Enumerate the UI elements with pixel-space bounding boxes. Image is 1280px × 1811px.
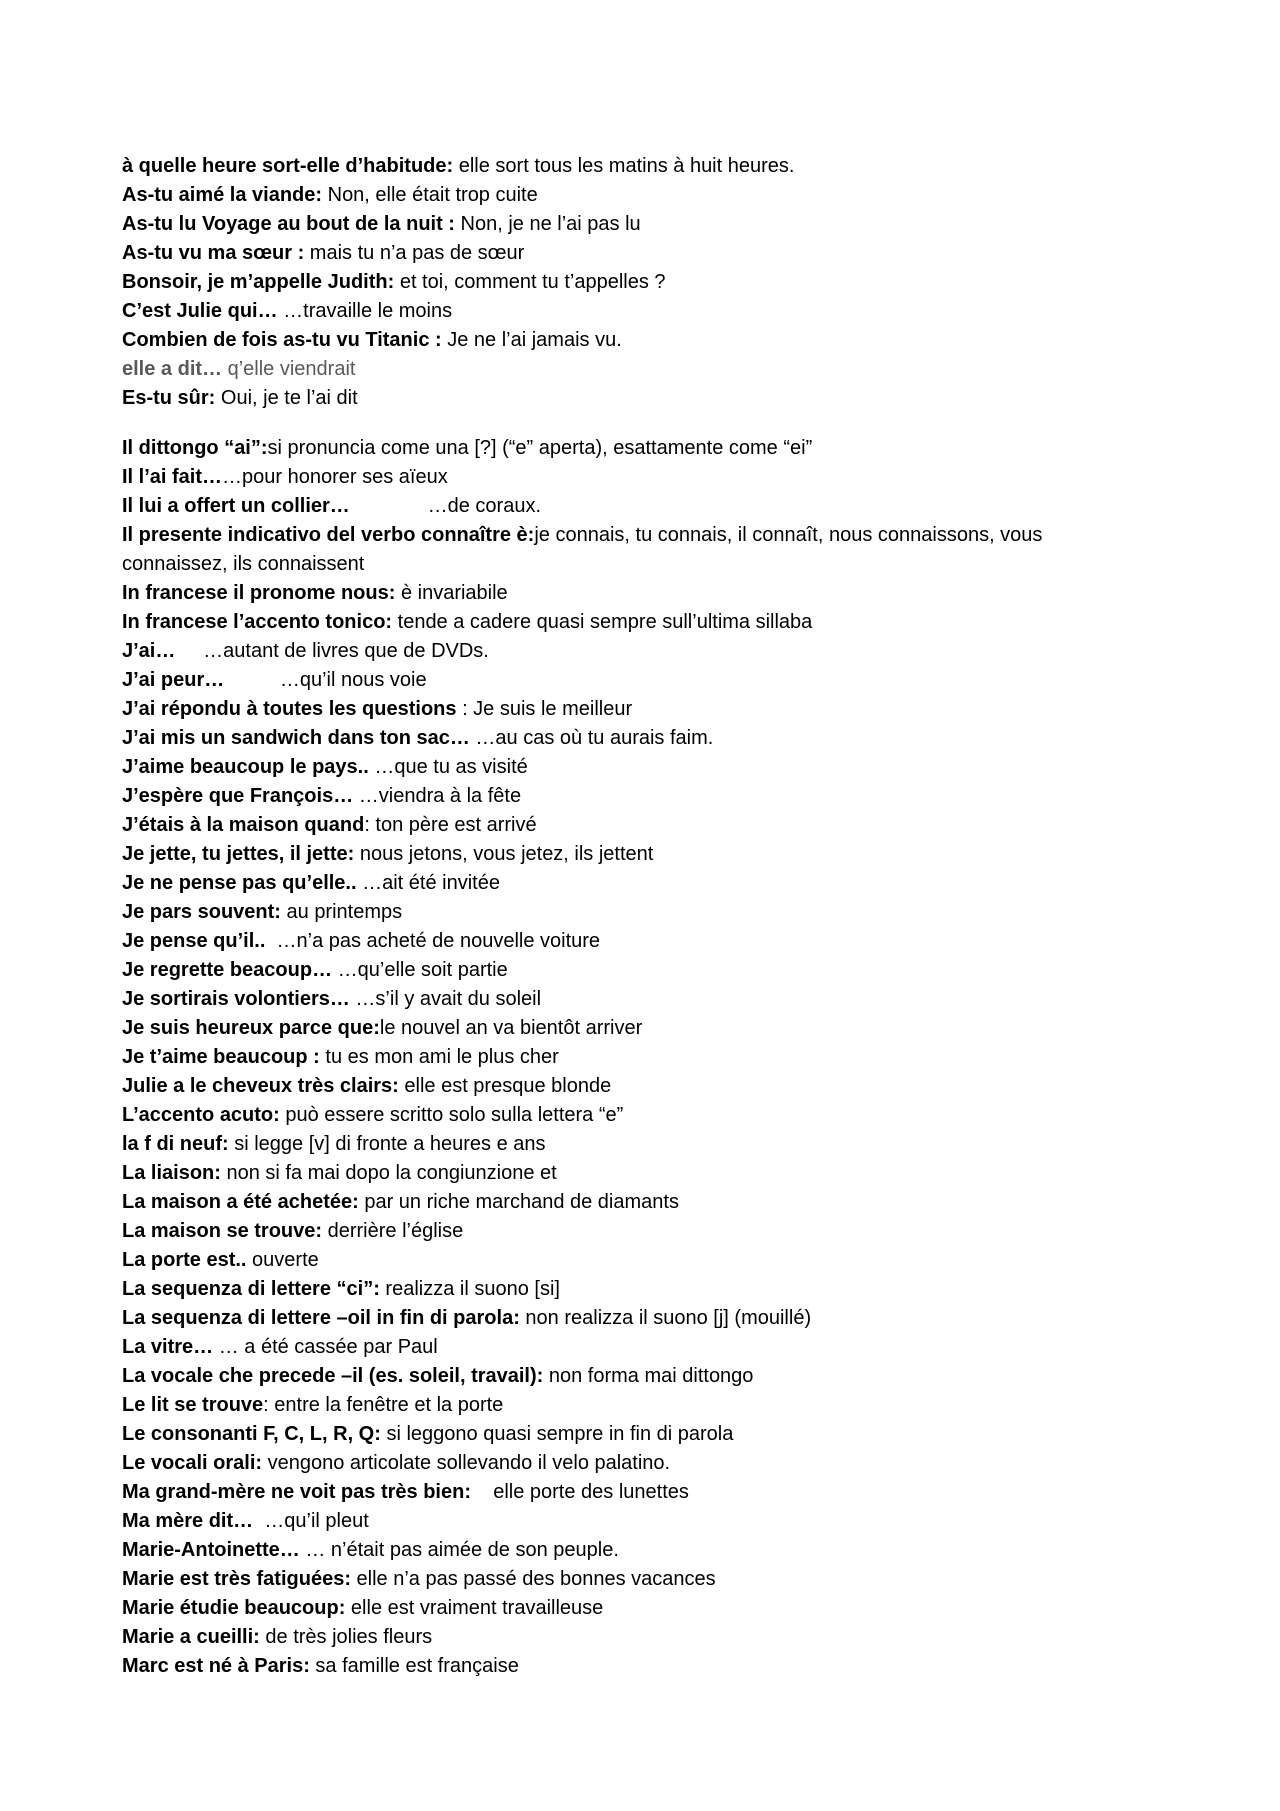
- entry-term: Es-tu sûr:: [122, 387, 216, 409]
- qa-entry: [122, 1275, 1122, 1304]
- entry-term: Je sortirais volontiers…: [122, 988, 350, 1010]
- paragraph-gap: [122, 413, 1122, 434]
- qa-entry: [122, 1449, 1122, 1478]
- entry-answer: Je ne l’ai jamais vu.: [441, 329, 622, 351]
- entry-answer: è invariabile: [395, 582, 508, 604]
- entry-answer: non realizza il suono [j] (mouillé): [519, 1307, 812, 1329]
- qa-entry: [122, 1333, 1122, 1362]
- qa-entry: [122, 956, 1122, 985]
- qa-entry: [122, 463, 1122, 492]
- entry-answer: …viendra à la fête: [353, 785, 522, 807]
- entry-answer: elle porte des lunettes: [470, 1481, 689, 1503]
- entry-term: J’espère que François…: [122, 785, 354, 807]
- qa-entry: [122, 637, 1122, 666]
- entry-term: J’ai peur…: [122, 669, 225, 691]
- entry-term: As-tu vu ma sœur :: [122, 242, 305, 264]
- entry-term: J’étais à la maison quand: [122, 814, 365, 836]
- entry-answer: par un riche marchand de diamants: [358, 1191, 679, 1213]
- entry-answer: si leggono quasi sempre in fin di parola: [380, 1423, 734, 1445]
- entry-answer: si legge [v] di fronte a heures e ans: [228, 1133, 546, 1155]
- entry-answer: mais tu n’a pas de sœur: [304, 242, 525, 264]
- qa-entry: [122, 434, 1122, 463]
- entry-answer: si pronuncia come una [?] (“e” aperta), esattamente come “ei”: [267, 437, 813, 459]
- entry-answer: de très jolies fleurs: [259, 1626, 433, 1648]
- entry-term: J’ai répondu à toutes les questions: [122, 698, 457, 720]
- qa-entry: [122, 152, 1122, 181]
- qa-entry: [122, 753, 1122, 782]
- entry-term: La vitre…: [122, 1336, 214, 1358]
- entry-answer: : entre la fenêtre et la porte: [263, 1394, 504, 1416]
- entry-term: La maison a été achetée:: [122, 1191, 359, 1213]
- qa-entry: [122, 1217, 1122, 1246]
- entry-answer: non forma mai dittongo: [543, 1365, 754, 1387]
- entry-term: In francese l’accento tonico:: [122, 611, 393, 633]
- entry-answer: Oui, je te l’ai dit: [215, 387, 358, 409]
- qa-entry: [122, 1565, 1122, 1594]
- entry-answer: non si fa mai dopo la congiunzione et: [220, 1162, 557, 1184]
- qa-entry: [122, 355, 1122, 384]
- qa-entry: [122, 297, 1122, 326]
- qa-entry: [122, 1188, 1122, 1217]
- entry-term: C’est Julie qui…: [122, 300, 278, 322]
- qa-entry: [122, 326, 1122, 355]
- entry-answer: q’elle viendrait: [222, 358, 356, 380]
- qa-entry: [122, 666, 1122, 695]
- entry-answer: …qu’il nous voie: [224, 669, 427, 691]
- entry-answer: …n’a pas acheté de nouvelle voiture: [265, 930, 601, 952]
- entry-answer: …pour honorer ses aïeux: [222, 466, 448, 488]
- entry-answer: Non, elle était trop cuite: [322, 184, 538, 206]
- entry-answer: Non, je ne l’ai pas lu: [454, 213, 641, 235]
- qa-entry: [122, 1536, 1122, 1565]
- entry-term: Il l’ai fait…: [122, 466, 223, 488]
- entry-term: Je t’aime beaucoup :: [122, 1046, 320, 1068]
- entry-term: Ma grand-mère ne voit pas très bien:: [122, 1481, 471, 1503]
- qa-entry: [122, 840, 1122, 869]
- entry-term: La liaison:: [122, 1162, 221, 1184]
- entry-term: Il lui a offert un collier…: [122, 495, 350, 517]
- entry-term: Le vocali orali:: [122, 1452, 263, 1474]
- qa-list-first: [122, 152, 1122, 413]
- qa-entry: [122, 782, 1122, 811]
- qa-entry: [122, 1304, 1122, 1333]
- qa-entry: [122, 239, 1122, 268]
- qa-entry: [122, 384, 1122, 413]
- qa-entry: [122, 1507, 1122, 1536]
- qa-entry: [122, 1478, 1122, 1507]
- entry-answer: tende a cadere quasi sempre sull’ultima sillaba: [392, 611, 813, 633]
- entry-term: La vocale che precede –il (es. soleil, travail):: [122, 1365, 544, 1387]
- document-page: [122, 152, 1122, 1681]
- qa-entry: [122, 985, 1122, 1014]
- qa-entry: [122, 521, 1122, 579]
- entry-answer: … n’était pas aimée de son peuple.: [299, 1539, 619, 1561]
- entry-term: Marie étudie beaucoup:: [122, 1597, 346, 1619]
- qa-entry: [122, 1652, 1122, 1681]
- entry-term: J’aime beaucoup le pays..: [122, 756, 369, 778]
- entry-answer: : Je suis le meilleur: [456, 698, 633, 720]
- entry-term: Le lit se trouve: [122, 1394, 264, 1416]
- entry-term: Je regrette beacoup…: [122, 959, 333, 981]
- qa-entry: [122, 811, 1122, 840]
- entry-answer: elle n’a pas passé des bonnes vacances: [350, 1568, 716, 1590]
- qa-entry: [122, 579, 1122, 608]
- qa-entry: [122, 268, 1122, 297]
- entry-answer: vengono articolate sollevando il velo palatino.: [262, 1452, 671, 1474]
- entry-answer: tu es mon ami le plus cher: [319, 1046, 559, 1068]
- qa-entry: [122, 1362, 1122, 1391]
- entry-answer: realizza il suono [si]: [379, 1278, 560, 1300]
- qa-entry: [122, 898, 1122, 927]
- entry-term: Marc est né à Paris:: [122, 1655, 310, 1677]
- entry-term: La sequenza di lettere “ci”:: [122, 1278, 380, 1300]
- entry-term: la f di neuf:: [122, 1133, 229, 1155]
- entry-term: Combien de fois as-tu vu Titanic :: [122, 329, 442, 351]
- entry-answer: nous jetons, vous jetez, ils jettent: [354, 843, 654, 865]
- entry-term: Le consonanti F, C, L, R, Q:: [122, 1423, 381, 1445]
- entry-term: elle a dit…: [122, 358, 223, 380]
- qa-entry: [122, 492, 1122, 521]
- qa-entry: [122, 1101, 1122, 1130]
- entry-term: La sequenza di lettere –oil in fin di parola:: [122, 1307, 520, 1329]
- qa-entry: [122, 1014, 1122, 1043]
- entry-answer: può essere scritto solo sulla lettera “e”: [279, 1104, 624, 1126]
- entry-answer: …qu’elle soit partie: [332, 959, 508, 981]
- qa-entry: [122, 1130, 1122, 1159]
- qa-entry: [122, 1594, 1122, 1623]
- entry-term: As-tu aimé la viande:: [122, 184, 323, 206]
- entry-answer: ouverte: [246, 1249, 319, 1271]
- entry-answer: au printemps: [280, 901, 403, 923]
- entry-answer: …autant de livres que de DVDs.: [175, 640, 489, 662]
- entry-answer: elle est presque blonde: [398, 1075, 612, 1097]
- entry-answer: elle sort tous les matins à huit heures.: [453, 155, 795, 177]
- qa-entry: [122, 1072, 1122, 1101]
- entry-term: In francese il pronome nous:: [122, 582, 396, 604]
- entry-term: Je pense qu’il..: [122, 930, 266, 952]
- entry-term: J’ai mis un sandwich dans ton sac…: [122, 727, 470, 749]
- entry-answer: derrière l’église: [322, 1220, 464, 1242]
- entry-term: Julie a le cheveux très clairs:: [122, 1075, 399, 1097]
- qa-entry: [122, 1043, 1122, 1072]
- entry-term: Marie-Antoinette…: [122, 1539, 300, 1561]
- entry-term: Ma mère dit…: [122, 1510, 254, 1532]
- entry-term: Bonsoir, je m’appelle Judith:: [122, 271, 395, 293]
- entry-term: L’accento acuto:: [122, 1104, 280, 1126]
- qa-entry: [122, 1159, 1122, 1188]
- entry-answer: …travaille le moins: [277, 300, 453, 322]
- entry-term: Il presente indicativo del verbo connaître è:: [122, 524, 535, 546]
- entry-answer: … a été cassée par Paul: [213, 1336, 438, 1358]
- entry-answer: …qu’il pleut: [253, 1510, 369, 1532]
- entry-term: Je ne pense pas qu’elle..: [122, 872, 357, 894]
- entry-term: As-tu lu Voyage au bout de la nuit :: [122, 213, 455, 235]
- qa-entry: [122, 1623, 1122, 1652]
- entry-answer: : ton père est arrivé: [364, 814, 537, 836]
- qa-entry: [122, 210, 1122, 239]
- entry-answer: …de coraux.: [349, 495, 541, 517]
- entry-term: Je pars souvent:: [122, 901, 281, 923]
- entry-term: Marie est très fatiguées:: [122, 1568, 351, 1590]
- entry-answer: …ait été invitée: [356, 872, 500, 894]
- entry-answer: sa famille est française: [309, 1655, 519, 1677]
- qa-entry: [122, 608, 1122, 637]
- qa-entry: [122, 1391, 1122, 1420]
- qa-entry: [122, 724, 1122, 753]
- entry-term: Il dittongo “ai”:: [122, 437, 268, 459]
- entry-answer: …que tu as visité: [368, 756, 528, 778]
- entry-term: La porte est..: [122, 1249, 247, 1271]
- entry-answer: elle est vraiment travailleuse: [345, 1597, 604, 1619]
- qa-entry: [122, 869, 1122, 898]
- entry-term: Je suis heureux parce que:: [122, 1017, 380, 1039]
- qa-entry: [122, 1420, 1122, 1449]
- entry-answer: …s’il y avait du soleil: [349, 988, 542, 1010]
- qa-entry: [122, 927, 1122, 956]
- entry-answer: …au cas où tu aurais faim.: [469, 727, 714, 749]
- entry-answer: et toi, comment tu t’appelles ?: [394, 271, 666, 293]
- qa-entry: [122, 1246, 1122, 1275]
- entry-term: J’ai…: [122, 640, 176, 662]
- entry-answer: le nouvel an va bientôt arriver: [379, 1017, 643, 1039]
- entry-term: Marie a cueilli:: [122, 1626, 260, 1648]
- qa-entry: [122, 181, 1122, 210]
- qa-list-second: [122, 434, 1122, 1681]
- entry-answer: je connais, tu connais, il connaît, nous connaissons, vous connaissez, ils connaissent: [122, 524, 1048, 575]
- qa-entry: [122, 695, 1122, 724]
- entry-term: à quelle heure sort-elle d’habitude:: [122, 155, 454, 177]
- entry-term: La maison se trouve:: [122, 1220, 323, 1242]
- entry-term: Je jette, tu jettes, il jette:: [122, 843, 355, 865]
